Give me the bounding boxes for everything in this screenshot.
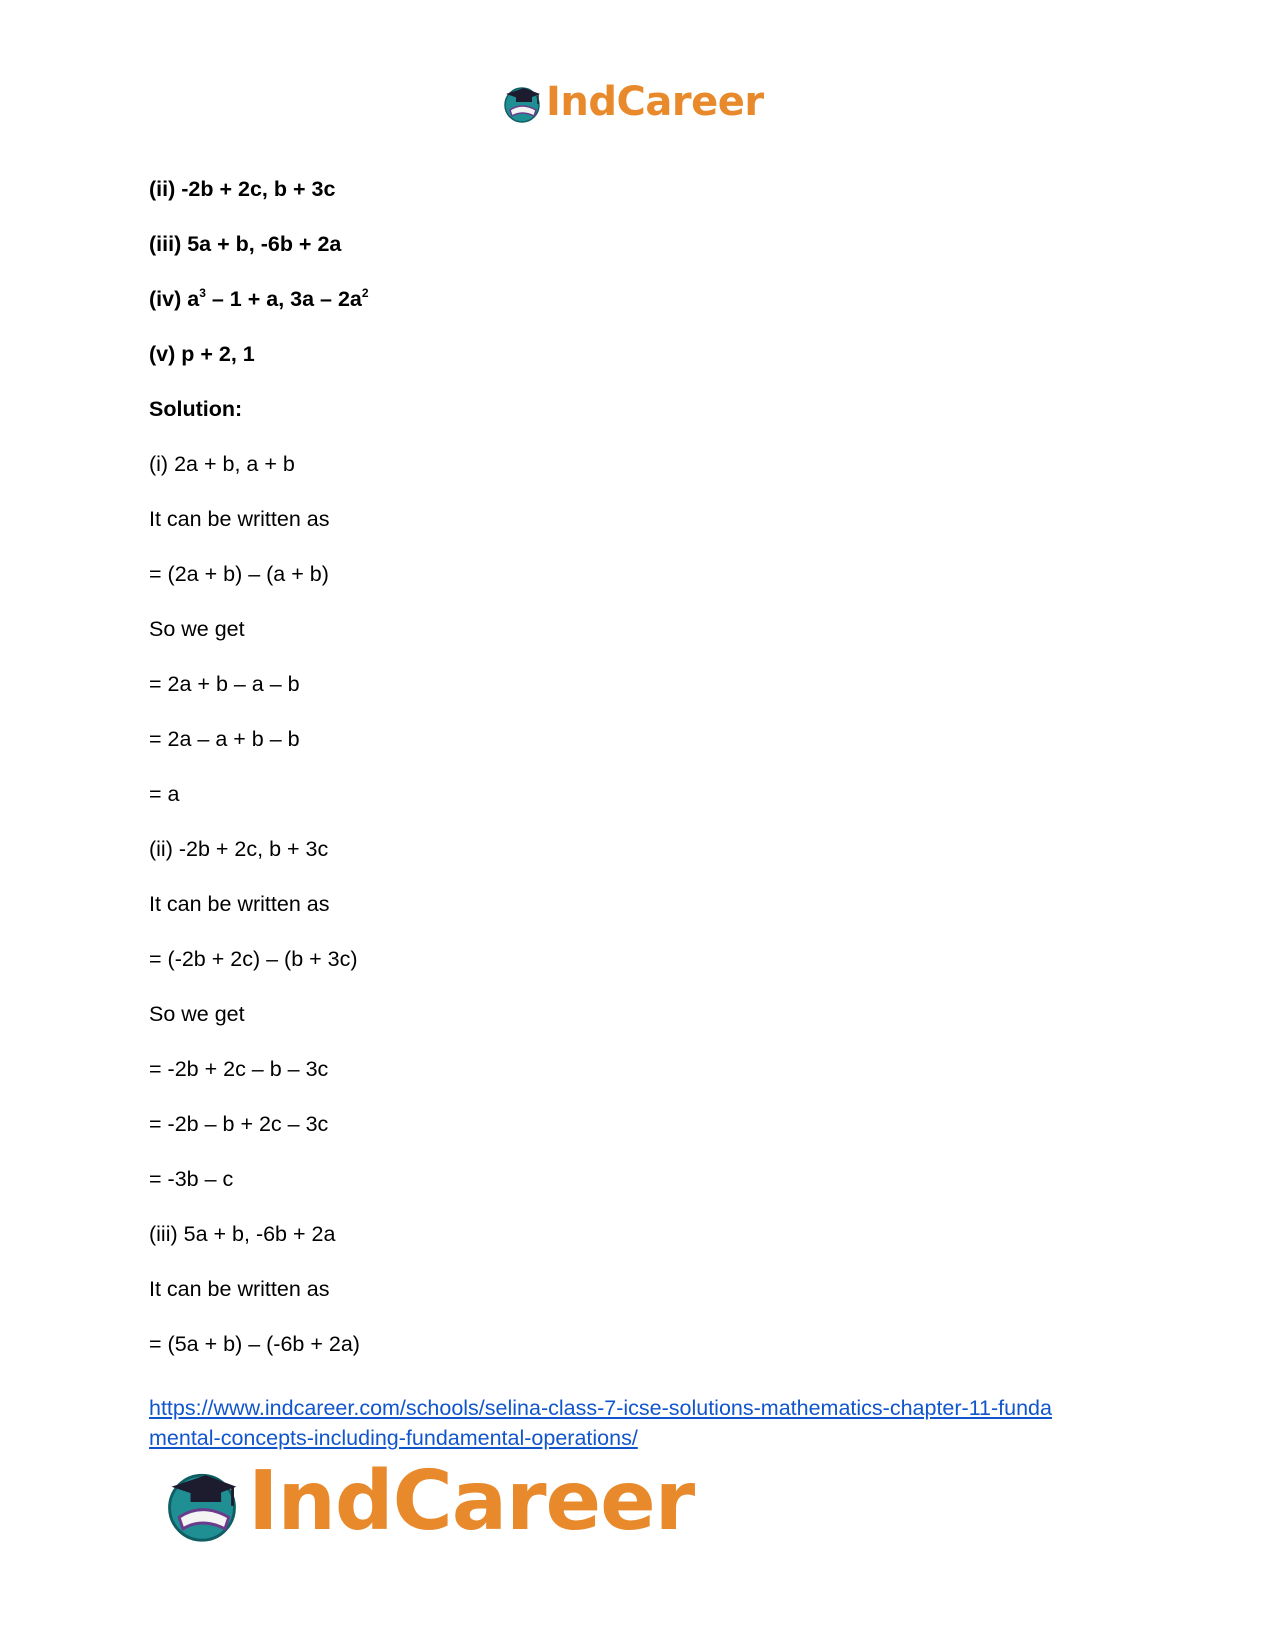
solution-line: = 2a + b – a – b — [149, 672, 300, 696]
solution-line: = (-2b + 2c) – (b + 3c) — [149, 947, 358, 971]
solution-line: = -3b – c — [149, 1167, 234, 1191]
solution-line: (i) 2a + b, a + b — [149, 452, 295, 476]
solution-line: It can be written as — [149, 1277, 330, 1301]
logo-wordmark: IndCareer — [546, 79, 764, 125]
source-url-line-2: mental-concepts-including-fundamental-operations/ — [149, 1426, 638, 1450]
solution-line: = a — [149, 782, 180, 806]
header-logo — [500, 80, 764, 124]
solution-line: = 2a – a + b – b — [149, 727, 300, 751]
question-part: – 1 + a, 3a – 2a — [205, 287, 362, 311]
solution-line: = -2b – b + 2c – 3c — [149, 1112, 329, 1136]
solution-line: = (2a + b) – (a + b) — [149, 562, 329, 586]
solution-heading: Solution: — [149, 397, 243, 421]
solution-line: It can be written as — [149, 892, 330, 916]
exponent: 2 — [361, 286, 369, 300]
graduation-cap-globe-logo-icon — [500, 80, 544, 124]
source-url-line-1: https://www.indcareer.com/schools/selina-class-7-icse-solutions-mathematics-chapter-11-funda — [149, 1396, 1052, 1420]
document-body — [149, 174, 1129, 1384]
graduation-cap-globe-logo-icon — [160, 1460, 244, 1544]
question-item: (ii) -2b + 2c, b + 3c — [149, 177, 336, 201]
logo-wordmark: IndCareer — [248, 1454, 695, 1549]
solution-line: So we get — [149, 1002, 245, 1026]
question-item: (iii) 5a + b, -6b + 2a — [149, 232, 342, 256]
solution-line: (ii) -2b + 2c, b + 3c — [149, 837, 329, 861]
solution-line: (iii) 5a + b, -6b + 2a — [149, 1222, 336, 1246]
solution-line: So we get — [149, 617, 245, 641]
question-item — [149, 284, 1129, 339]
question-part: (iv) a — [149, 287, 200, 311]
exponent: 3 — [199, 286, 206, 300]
solution-line: = -2b + 2c – b – 3c — [149, 1057, 329, 1081]
footer-logo — [160, 1454, 695, 1549]
solution-line: It can be written as — [149, 507, 330, 531]
source-url-link[interactable] — [149, 1393, 1129, 1453]
solution-line: = (5a + b) – (-6b + 2a) — [149, 1332, 360, 1356]
question-item: (v) p + 2, 1 — [149, 342, 255, 366]
